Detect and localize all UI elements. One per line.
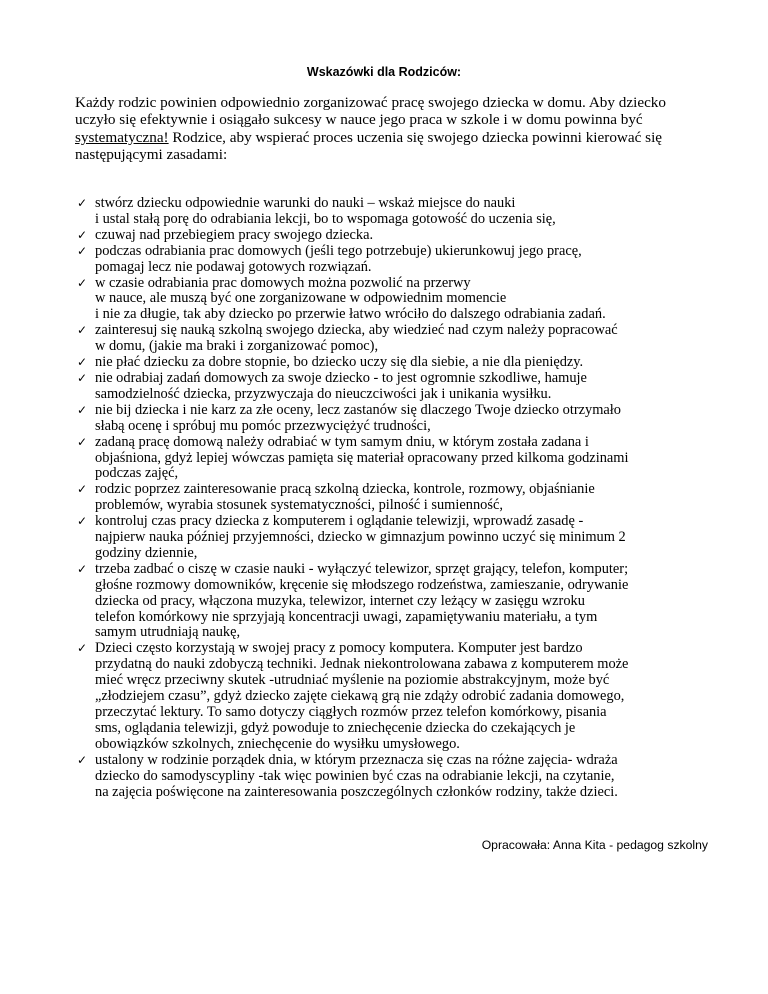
check-icon: ✓ xyxy=(77,752,88,767)
list-item-line: kontroluj czas pracy dziecka z komputerem i oglądanie telewizji, wprowadź zasadę - xyxy=(95,513,584,530)
list-item xyxy=(75,641,710,752)
check-icon: ✓ xyxy=(77,482,88,497)
list-item-line: ustalony w rodzinie porządek dnia, w którym przeznacza się czas na różne zajęcia- wdraża xyxy=(95,751,618,768)
list-item-line: najpierw nauka później przyjemności, dziecko w gimnazjum powinno uczyć się minimum 2 xyxy=(95,529,626,546)
list-item xyxy=(75,403,710,435)
list-item-line: obowiązków szkolnych, zniechęcenie do wysiłku umysłowego. xyxy=(95,735,460,752)
intro-text-1: Każdy rodzic powinien odpowiednio zorganizować pracę swojego dziecka w domu. Aby dziecko uczyło się efektywnie i osiągało sukcesy w nauce jego praca w szkole i w domu powinna być xyxy=(75,94,666,129)
check-icon: ✓ xyxy=(77,355,88,370)
list-item xyxy=(75,244,710,276)
list-item-line: w nauce, ale muszą być one zorganizowane w odpowiednim momencie xyxy=(95,290,507,307)
list-item-line: podczas zajęć, xyxy=(95,465,179,482)
list-item xyxy=(75,196,710,228)
list-item-line: zadaną pracę domową należy odrabiać w tym samym dniu, w którym została zadana i xyxy=(95,433,589,450)
check-icon: ✓ xyxy=(77,370,88,385)
list-item-line: zainteresuj się nauką szkolną swojego dziecka, aby wiedzieć nad czym należy popracować xyxy=(95,322,618,339)
list-item xyxy=(75,323,710,355)
list-item-line: godziny dziennie, xyxy=(95,544,198,561)
list-item xyxy=(75,482,710,514)
list-item-line: i ustal stałą porę do odrabiania lekcji, bo to wspomaga gotowość do uczenia się, xyxy=(95,210,556,227)
list-item-line: przeczytać lektury. To samo dotyczy ciągłych rozmów przez telefon komórkowy, pisania xyxy=(95,704,607,720)
list-item xyxy=(75,276,710,324)
list-item-line: trzeba zadbać o ciszę w czasie nauki - wyłączyć telewizor, sprzęt grający, telefon, komputer; xyxy=(95,560,629,577)
rules-list xyxy=(75,196,710,800)
list-item-line: problemów, wyrabia stosunek systematyczności, pilność i sumienność, xyxy=(95,497,503,514)
check-icon: ✓ xyxy=(77,243,88,258)
list-item-line: na zajęcia poświęcone na zainteresowania poszczególnych członków rodziny, także dzieci. xyxy=(95,783,618,800)
list-item xyxy=(75,562,710,642)
list-item-line: pomagaj lecz nie podawaj gotowych rozwiązań. xyxy=(95,258,372,275)
check-icon: ✓ xyxy=(77,561,88,576)
list-item-line: objaśniona, gdyż lepiej wówczas pamięta się materiał opracowany przed kilkoma godzinami xyxy=(95,449,629,466)
list-item-line: w domu, (jakie ma braki i zorganizować pomoc), xyxy=(95,338,379,355)
check-icon: ✓ xyxy=(77,402,88,417)
list-item-line: czuwaj nad przebiegiem pracy swojego dziecka. xyxy=(95,226,374,243)
list-item-line: sms, oglądania telewizji, gdyż powoduje to zniechęcenie dziecka do czekających je xyxy=(95,719,576,736)
check-icon: ✓ xyxy=(77,323,88,338)
intro-paragraph xyxy=(75,94,705,164)
intro-text-2: Rodzice, aby wspierać proces uczenia się swojego dziecka powinni kierować się następującymi zasadami: xyxy=(75,128,663,164)
list-item-line: nie odrabiaj zadań domowych za swoje dziecko - to jest ogromnie szkodliwe, hamuje xyxy=(95,369,587,386)
check-icon: ✓ xyxy=(77,275,88,290)
list-item-line: głośne rozmowy domowników, kręcenie się młodszego rodzeństwa, zamieszanie, odrywanie xyxy=(95,576,629,593)
list-item-line: samodzielność dziecka, przyzwyczaja do nieuczciwości jak i unikania wysiłku. xyxy=(95,385,552,402)
list-item-line: telefon komórkowy nie sprzyjają koncentracji uwagi, zapamiętywaniu materiału, a tym xyxy=(95,608,598,625)
list-item-line: Dzieci często korzystają w swojej pracy z pomocy komputera. Komputer jest bardzo xyxy=(95,640,583,657)
list-item-line: stwórz dziecku odpowiednie warunki do nauki – wskaż miejsce do nauki xyxy=(95,195,516,211)
page-title: Wskazówki dla Rodziców: xyxy=(306,65,462,79)
list-item xyxy=(75,355,710,371)
list-item-line: podczas odrabiania prac domowych (jeśli tego potrzebuje) ukierunkowuj jego pracę, xyxy=(95,242,582,259)
list-item-line: dziecko do samodyscypliny -tak więc powinien być czas na odrabianie lekcji, na czytanie, xyxy=(95,767,615,784)
signature: Opracowała: Anna Kita - pedagog szkolny xyxy=(481,838,708,852)
list-item xyxy=(75,753,710,801)
list-item xyxy=(75,228,710,244)
list-item-line: samym utrudniają naukę, xyxy=(95,624,241,641)
list-item xyxy=(75,435,710,483)
list-item-line: słabą ocenę i spróbuj mu pomóc przezwyciężyć trudności, xyxy=(95,417,431,434)
list-item-line: mieć wręcz przeciwny skutek -utrudniać myślenie na poziomie abstrakcyjnym, może być xyxy=(95,672,610,689)
check-icon: ✓ xyxy=(77,514,88,529)
list-item-line: „złodziejem czasu”, gdyż dziecko zajęte ciekawą grą nie zdąży odrobić zadania domowego, xyxy=(95,688,625,705)
list-item xyxy=(75,514,710,562)
check-icon: ✓ xyxy=(77,641,88,656)
list-item-line: rodzic poprzez zainteresowanie pracą szkolną dziecka, kontrole, rozmowy, objaśnianie xyxy=(95,481,595,498)
check-icon: ✓ xyxy=(77,196,88,210)
check-icon: ✓ xyxy=(77,434,88,449)
list-item xyxy=(75,371,710,403)
list-item-line: w czasie odrabiania prac domowych można pozwolić na przerwy xyxy=(95,274,471,291)
list-item-line: nie bij dziecka i nie karz za złe oceny, lecz zastanów się dlaczego Twoje dziecko otrzymało xyxy=(95,401,621,418)
list-item-line: nie płać dziecku za dobre stopnie, bo dziecko uczy się dla siebie, a nie dla pieniędzy. xyxy=(95,354,584,371)
list-item-line: przydatną do nauki zdobyczą techniki. Jednak niekontrolowana zabawa z komputerem może xyxy=(95,656,629,673)
list-item-line: dziecka od pracy, włączona muzyka, telewizor, internet czy leżący w zasięgu wzroku xyxy=(95,592,585,609)
list-item-line: i nie za długie, tak aby dziecko po przerwie łatwo wróciło do dalszego odrabiania zadań. xyxy=(95,306,606,323)
check-icon: ✓ xyxy=(77,227,88,242)
intro-underlined-word: systematyczna! xyxy=(75,128,169,146)
